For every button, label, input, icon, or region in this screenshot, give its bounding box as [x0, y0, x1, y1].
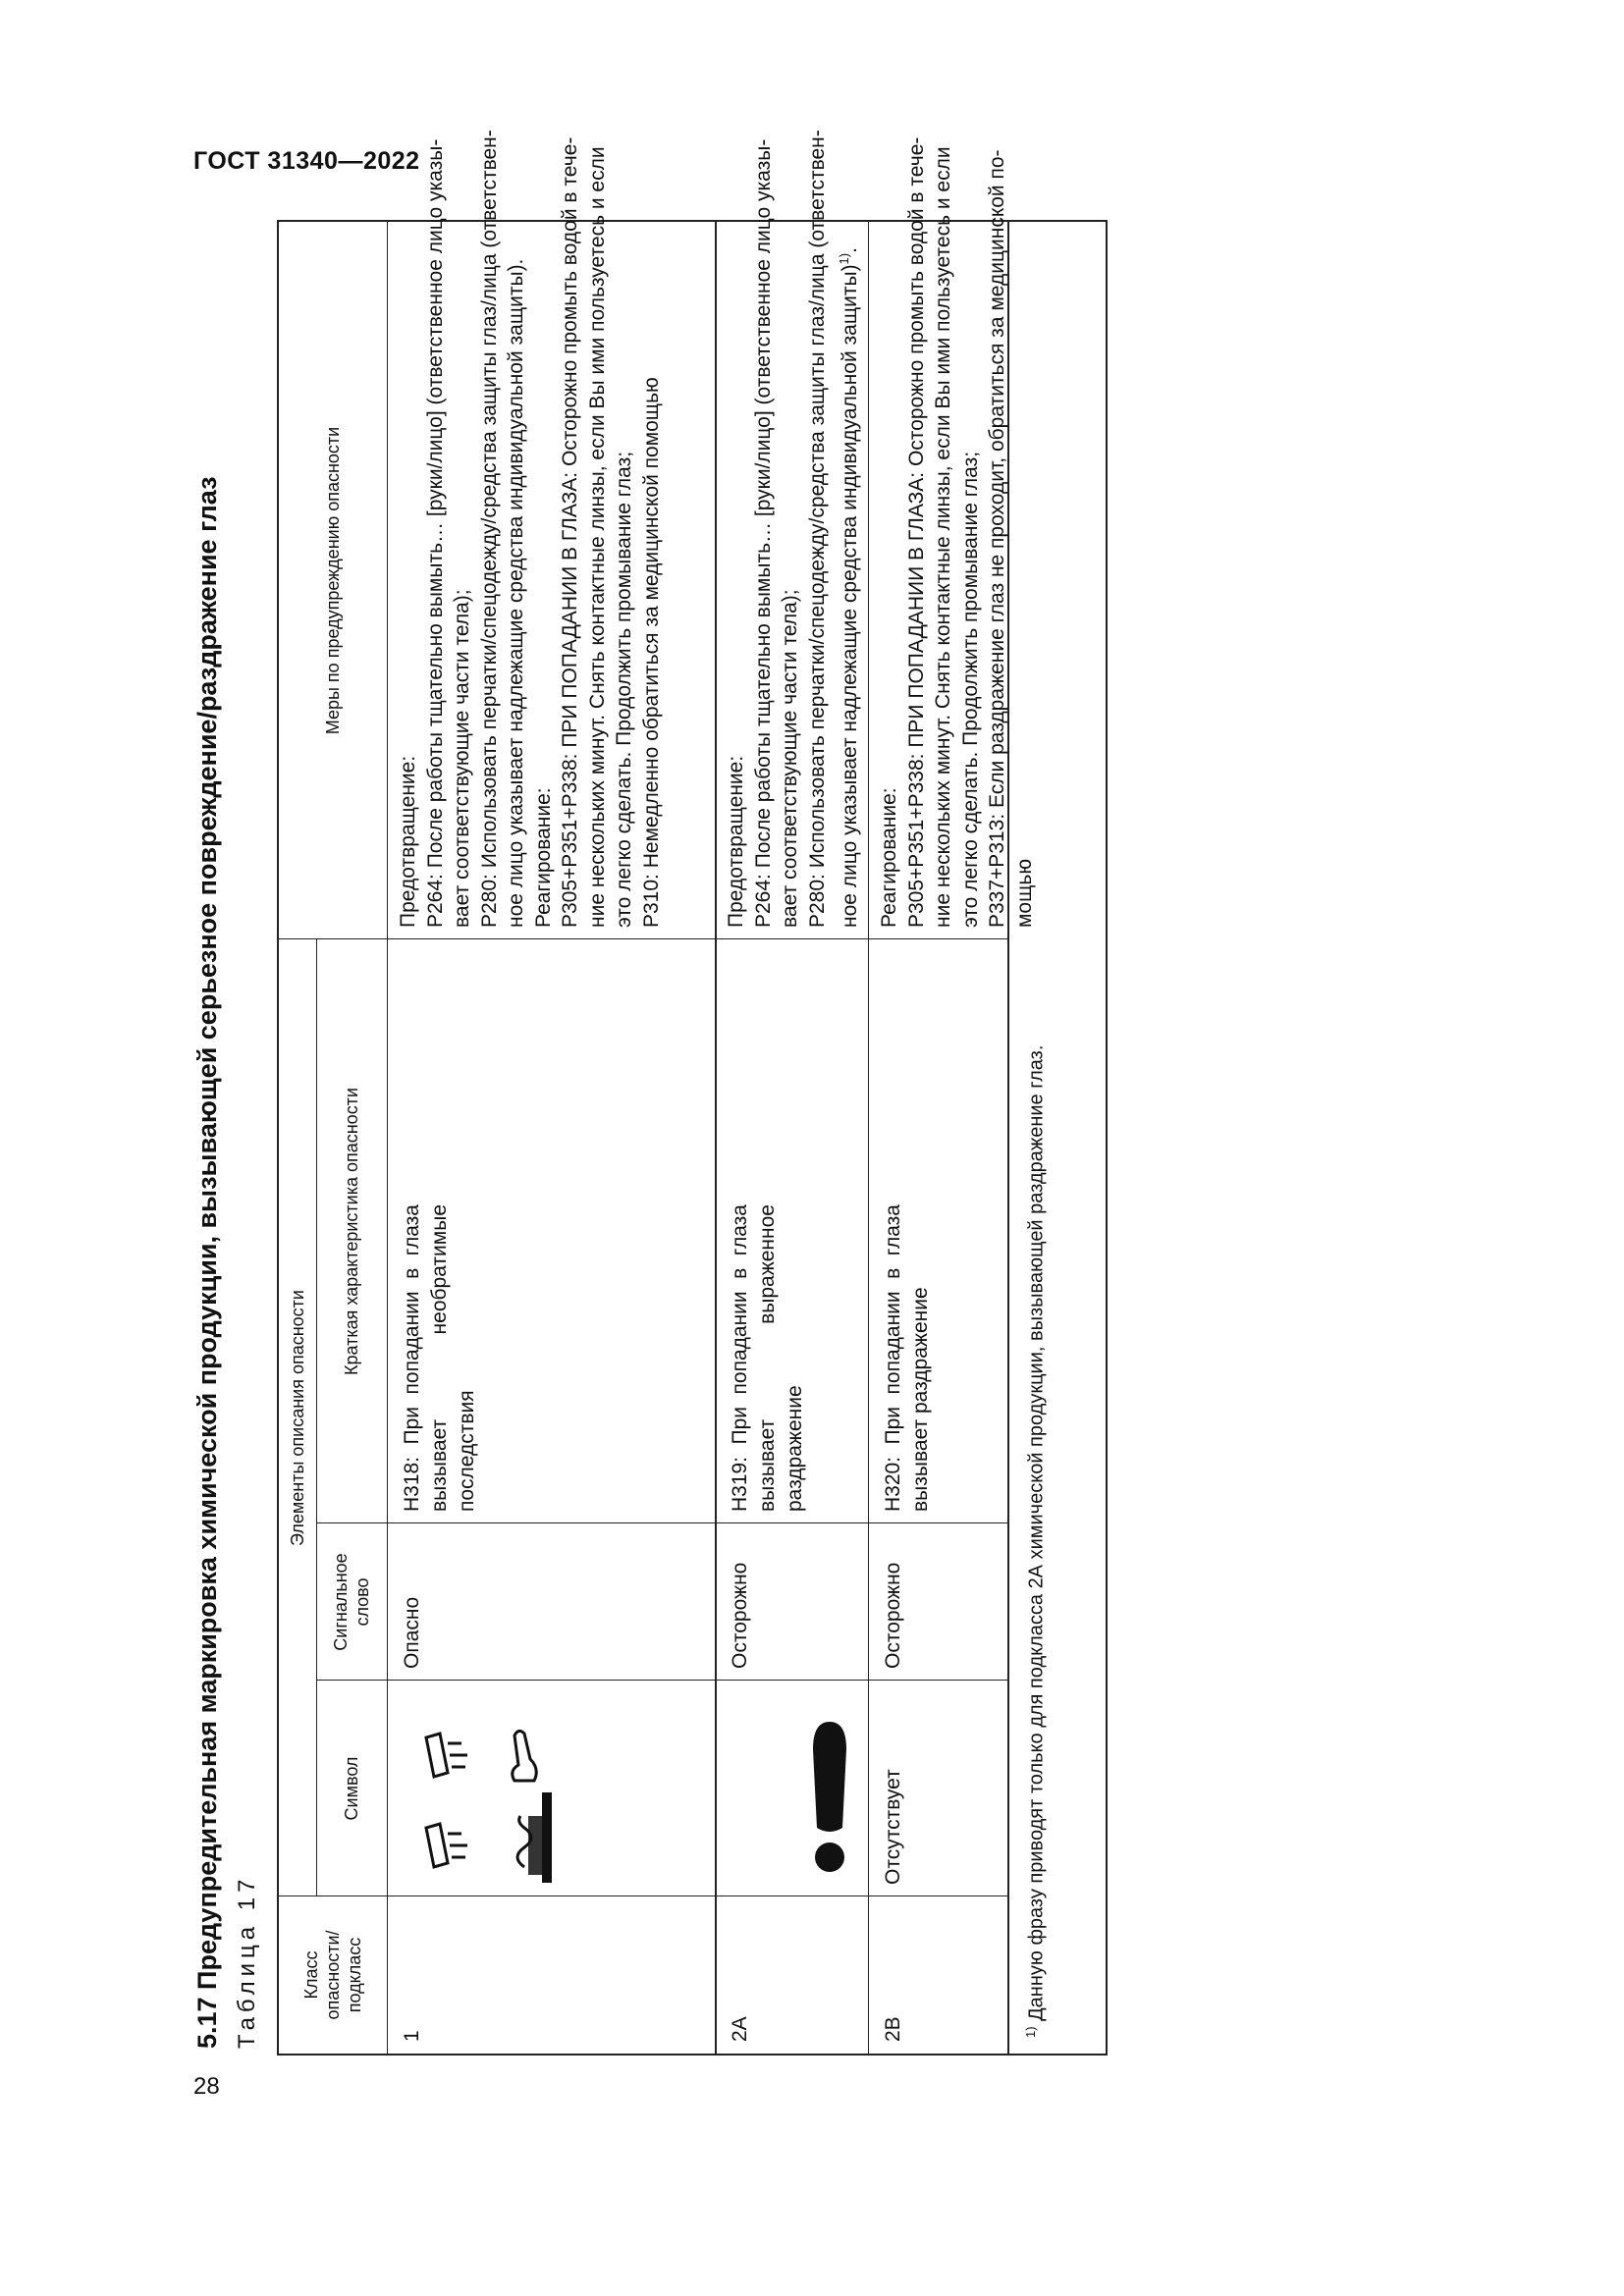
row1-signal-word: Опасно: [401, 1596, 423, 1669]
footnote-mark: 1): [1023, 2026, 1038, 2038]
measure-line: Р280: Использовать перчатки/спецодежду/средства защиты глаз/лица (ответствен-: [477, 130, 501, 928]
document-header: ГОСТ 31340—2022: [193, 147, 420, 175]
measure-line: вает соответствующие части тела);: [451, 589, 473, 928]
exclamation-pictogram-icon: [715, 1681, 868, 1896]
row1-measures: [387, 130, 715, 939]
header-symbol: Символ: [342, 1756, 361, 1821]
measure-line: Р264: После работы тщательно вымыть… [руки/лицо] (ответственное лицо указы-: [751, 138, 775, 928]
row2b-hazard: Н320: При попадании в глаза вызывает раздражение: [882, 1204, 932, 1512]
row2a-symbol-cell: [715, 1681, 868, 1896]
row1-symbol-cell: [387, 1681, 715, 1896]
corrosion-pictogram-icon: [406, 1681, 583, 1896]
header-measures: Меры по предупреждению опасности: [323, 426, 343, 735]
measure-line: это легко сделать. Продолжить промывание глаз;: [958, 451, 982, 928]
measure-line: Предотвращение:: [725, 755, 747, 928]
footnote-reference: 1): [837, 252, 851, 265]
measure-line: Р264: После работы тщательно вымыть… [руки/лицо] (ответственное лицо указы-: [423, 138, 447, 928]
measure-line: Р310: Немедленно обратиться за медицинской помощью: [639, 377, 663, 928]
header-elements-group: Элементы описания опасности: [288, 1290, 307, 1546]
measure-line: Р305+Р351+Р338: ПРИ ПОПАДАНИИ В ГЛАЗА: Осторожно промыть водой в тече-: [904, 136, 928, 928]
measure-line: ние нескольких минут. Снять контактные линзы, если Вы ими пользуетесь и если: [932, 146, 954, 928]
header-class: Класс опасности/ подкласс: [301, 1930, 364, 2020]
row2a-class: 2А: [729, 2016, 751, 2042]
measure-line: ное лицо указывает надлежащие средства индивидуальной защиты).: [505, 258, 527, 928]
row2b-class: 2В: [882, 2016, 904, 2042]
row2a-hazard: Н319: При попадании в глаза вызывает выраженное раздражение: [729, 1204, 806, 1512]
table-label: Таблица 17: [234, 1874, 260, 2049]
section-title: 5.17 Предупредительная маркировка химической продукции, вызывающей серьезное повреждение/раздражение глаз: [192, 476, 222, 2049]
header-hazard-statement: Краткая характеристика опасности: [342, 1088, 361, 1376]
table-footnote: [1023, 1045, 1049, 2038]
measure-line: Предотвращение:: [397, 755, 419, 928]
measure-line: Р305+Р351+Р338: ПРИ ПОПАДАНИИ В ГЛАЗА: Осторожно промыть водой в тече-: [559, 136, 581, 928]
rotated-table-page: [192, 100, 1115, 2063]
row2a-measures: [715, 130, 868, 939]
measure-line: Р337+Р313: Если раздражение глаз не проходит, обратиться за медицинской по-: [986, 149, 1008, 928]
header-signal-word: Сигнальное слово: [331, 1553, 372, 1651]
row2b-signal-word: Осторожно: [882, 1562, 904, 1669]
row2a-signal-word: Осторожно: [729, 1562, 751, 1669]
row1-hazard: Н318: При попадании в глаза вызывает необратимые последствия: [401, 1204, 478, 1512]
measure-line: это легко сделать. Продолжить промывание глаз;: [613, 451, 635, 928]
row1-class: 1: [401, 2030, 423, 2042]
measure-line: Реагирование:: [878, 787, 900, 928]
measure-line-text: ное лицо указывает надлежащие средства индивидуальной защиты): [839, 264, 861, 928]
measure-line: Реагирование:: [531, 787, 555, 928]
measure-line: мощью: [1012, 858, 1036, 928]
footnote-text: Данную фразу приводят только для подкласса 2А химической продукции, вызывающей раздражение глаз.: [1025, 1044, 1048, 2021]
measure-line: Р280: Использовать перчатки/спецодежду/средства защиты глаз/лица (ответствен-: [805, 130, 829, 928]
measure-line: вает соответствующие части тела);: [779, 589, 801, 928]
measure-line: ние нескольких минут. Снять контактные линзы, если Вы ими пользуетесь и если: [585, 146, 609, 928]
measure-line: ное лицо указывает надлежащие средства индивидуальной защиты)$^{1)}$.: [837, 247, 861, 928]
page-number: 28: [193, 2073, 220, 2100]
row2b-symbol: Отсутствует: [882, 1769, 904, 1885]
row2b-measures: [868, 136, 1036, 939]
